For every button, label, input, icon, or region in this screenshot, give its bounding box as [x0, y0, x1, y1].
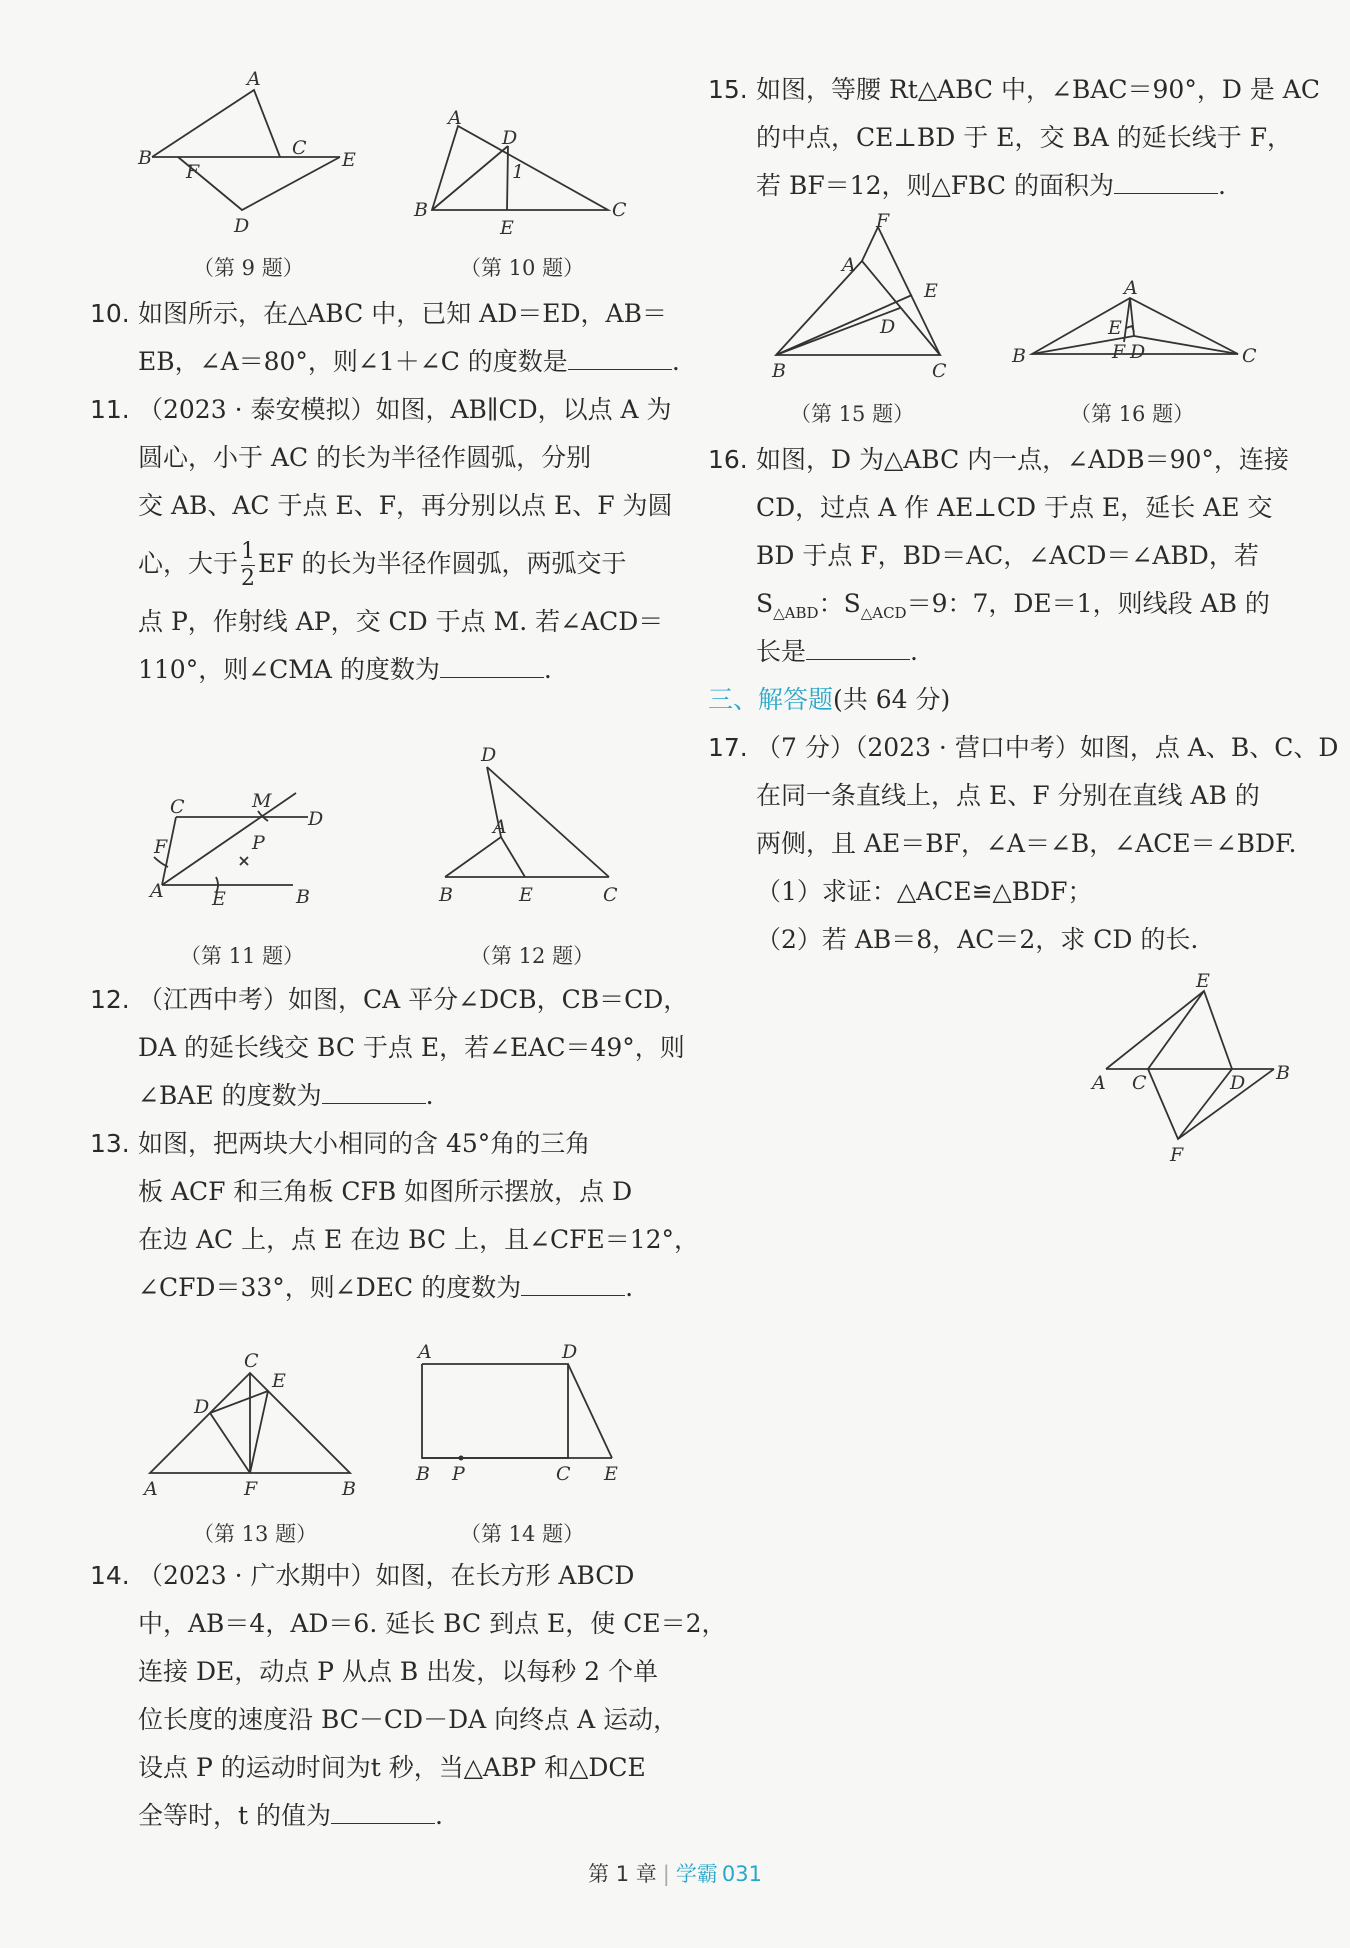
question-number: 16. [708, 445, 748, 474]
fig15-label-B: B [772, 360, 786, 382]
question-number: 14. [90, 1561, 130, 1590]
answer-blank[interactable] [806, 637, 910, 660]
q12-line-3-end: . [425, 1081, 434, 1110]
question-number: 11. [90, 395, 130, 424]
page-footer: 第 1 章 | 学霸 031 [588, 1862, 762, 1886]
fig12-label-D: D [481, 744, 497, 766]
answer-blank[interactable] [331, 1801, 435, 1824]
fig16-label-B: B [1012, 345, 1026, 367]
fig11-label-E: E [212, 888, 226, 910]
fig14-label-C: C [556, 1463, 571, 1485]
q16-line-5: 长是 [756, 637, 807, 666]
q11-line-4a: 心，大于 [138, 549, 239, 578]
fig15-label-E: E [924, 280, 938, 302]
fig13-label-D: D [194, 1396, 210, 1418]
q13-line-4-end: . [625, 1273, 634, 1302]
q15-line-3-end: . [1217, 171, 1226, 200]
question-number: 15. [708, 75, 748, 104]
fig13-label-B: B [342, 1478, 356, 1500]
q14-line-3: 连接 DE，动点 P 从点 B 出发，以每秒 2 个单 [138, 1657, 659, 1686]
q16-line-5-end: . [910, 637, 918, 666]
fig17-label-A: A [1092, 1072, 1106, 1094]
fig16-label-E: E [1108, 317, 1122, 339]
q13-line-3: 在边 AC 上，点 E 在边 BC 上，且∠CFE＝12°， [138, 1225, 700, 1254]
q17-line-3: 两侧，且 AE＝BF，∠A＝∠B，∠ACE＝∠BDF. [756, 829, 1297, 858]
question-number: 17. [708, 733, 748, 762]
q17-line-2: 在同一条直线上，点 E、F 分别在直线 AB 的 [756, 781, 1260, 810]
figure-17 [1090, 970, 1300, 1170]
fig13-label-A: A [144, 1478, 158, 1500]
footer-brand: 学霸 [675, 1862, 718, 1886]
q16-line-3: BD 于点 F，BD＝AC，∠ACD＝∠ABD，若 [756, 541, 1259, 570]
q16-area-sub1: △ABD [773, 604, 819, 622]
fig10-label-B: B [414, 199, 428, 221]
fig16-label-A: A [1124, 277, 1138, 299]
q10-line-1: 如图所示，在△ABC 中，已知 AD＝ED，AB＝ [138, 299, 667, 328]
fig13-label-E: E [272, 1370, 286, 1392]
fig10-label-E: E [500, 217, 514, 239]
q14-line-6-end: . [435, 1801, 443, 1830]
fig17-label-F: F [1170, 1144, 1184, 1166]
q10-line-2-end: . [671, 347, 680, 376]
fig9-label-A: A [247, 68, 261, 90]
q11-line-3: 交 AB、AC 于点 E、F，再分别以点 E、F 为圆 [138, 491, 673, 520]
figure-13 [140, 1345, 370, 1500]
fig11-label-A: A [150, 880, 164, 902]
q15-line-1: 如图，等腰 Rt△ABC 中，∠BAC＝90°，D 是 AC [756, 75, 1320, 104]
fig14-label-P: P [452, 1463, 465, 1485]
q13-line-2: 板 ACF 和三角板 CFB 如图所示摆放，点 D [138, 1177, 633, 1206]
fig13-label-F: F [244, 1478, 258, 1500]
q14-line-1: （2023 · 广水期中）如图，在长方形 ABCD [138, 1561, 635, 1590]
q16-line-4-end: ＝9：7，DE＝1，则线段 AB 的 [906, 589, 1270, 618]
fig9-label-E: E [342, 149, 356, 171]
answer-blank[interactable] [440, 655, 544, 678]
q16-area-sub2: △ACD [860, 604, 907, 622]
fig14-label-B: B [416, 1463, 430, 1485]
fig11-label-F: F [154, 836, 168, 858]
fig15-label-F: F [876, 210, 890, 232]
fig16-label-F: F [1112, 341, 1126, 363]
fig12-label-E: E [519, 884, 533, 906]
caption-fig10: （第 10 题） [460, 256, 585, 280]
fig10-label-A: A [448, 107, 462, 129]
fig9-label-C: C [292, 137, 307, 159]
q11-line-6-end: . [543, 655, 552, 684]
q13-line-1: 如图，把两块大小相同的含 45°角的三角 [138, 1129, 591, 1158]
q10-line-2: EB，∠A＝80°，则∠1＋∠C 的度数是 [138, 347, 568, 376]
answer-blank[interactable] [568, 347, 672, 370]
caption-fig16: （第 16 题） [1070, 402, 1195, 426]
fig12-label-C: C [603, 884, 618, 906]
fig9-label-B: B [138, 147, 152, 169]
q17-part-2: （2）若 AB＝8，AC＝2，求 CD 的长. [756, 925, 1199, 954]
fig11-label-D: D [308, 808, 324, 830]
q14-line-2: 中，AB＝4，AD＝6. 延长 BC 到点 E，使 CE＝2， [138, 1609, 727, 1638]
fig11-label-P: P [252, 832, 265, 854]
q16-line-2: CD，过点 A 作 AE⊥CD 于点 E，延长 AE 交 [756, 493, 1273, 522]
fig11-label-B: B [296, 886, 310, 908]
q14-line-6: 全等时，t 的值为 [138, 1801, 331, 1830]
fig10-label-C: C [612, 199, 627, 221]
fig17-label-C: C [1132, 1072, 1147, 1094]
footer-chapter: 第 1 章 [588, 1862, 657, 1886]
figure-11 [148, 785, 358, 915]
fig10-label-D: D [502, 127, 518, 149]
section-title: 三、解答题 [708, 685, 834, 714]
q16-line-1: 如图，D 为△ABC 内一点，∠ADB＝90°，连接 [756, 445, 1289, 474]
caption-fig12: （第 12 题） [470, 944, 595, 968]
caption-fig11: （第 11 题） [180, 944, 305, 968]
q14-line-4: 位长度的速度沿 BC－CD－DA 向终点 A 运动， [138, 1705, 679, 1734]
question-number: 13. [90, 1129, 130, 1158]
section-header [708, 676, 950, 724]
q11-line-1: （2023 · 泰安模拟）如图，AB∥CD，以点 A 为 [138, 395, 672, 424]
figure-16 [1008, 270, 1258, 370]
q16-area-s2: ：S [818, 589, 861, 618]
figure-12 [435, 745, 635, 915]
section-points: (共 64 分) [833, 685, 951, 714]
caption-fig13: （第 13 题） [193, 1522, 318, 1546]
q11-line-4b: EF 的长为半径作圆弧，两弧交于 [258, 549, 627, 578]
q15-line-2: 的中点，CE⊥BD 于 E，交 BA 的延长线于 F， [756, 123, 1293, 152]
q15-line-3: 若 BF＝12，则△FBC 的面积为 [756, 171, 1114, 200]
fig16-label-C: C [1242, 345, 1257, 367]
q11-line-2: 圆心，小于 AC 的长为半径作圆弧，分别 [138, 443, 592, 472]
caption-fig15: （第 15 题） [790, 402, 915, 426]
q12-line-1: （江西中考）如图，CA 平分∠DCB，CB＝CD， [138, 985, 689, 1014]
answer-blank[interactable] [521, 1273, 625, 1296]
fig13-label-C: C [244, 1350, 259, 1372]
q13-line-4: ∠CFD＝33°，则∠DEC 的度数为 [138, 1273, 522, 1302]
fig12-label-A: A [493, 816, 507, 838]
footer-page-number: 031 [721, 1862, 762, 1886]
q16-area-s1: S [756, 589, 774, 618]
fig11-label-C: C [170, 796, 185, 818]
q12-line-3: ∠BAE 的度数为 [138, 1081, 322, 1110]
fig9-label-F: F [186, 161, 200, 183]
answer-blank[interactable] [1114, 171, 1218, 194]
fig17-label-B: B [1276, 1062, 1290, 1084]
q17-line-1: （7 分）（2023 · 营口中考）如图，点 A、B、C、D [756, 733, 1339, 762]
fig12-label-B: B [439, 884, 453, 906]
fig16-label-D: D [1130, 341, 1146, 363]
answer-blank[interactable] [322, 1081, 426, 1104]
q14-line-5: 设点 P 的运动时间为t 秒，当△ABP 和△DCE [138, 1753, 646, 1782]
fig11-label-M: M [252, 790, 272, 812]
figure-9 [130, 70, 370, 240]
fig15-label-A: A [842, 254, 856, 276]
q17-part-1: （1）求证：△ACE≌△BDF； [756, 877, 1093, 906]
figure-15 [762, 210, 962, 390]
caption-fig9: （第 9 题） [193, 256, 304, 280]
q11-line-5: 点 P，作射线 AP，交 CD 于点 M. 若∠ACD＝ [138, 607, 664, 636]
fig14-label-D: D [562, 1341, 578, 1363]
question-number: 12. [90, 985, 130, 1014]
figure-14 [412, 1340, 632, 1490]
question-number: 10. [90, 299, 130, 328]
fig14-label-E: E [604, 1463, 618, 1485]
fig17-label-E: E [1196, 970, 1210, 992]
fig14-label-A: A [418, 1341, 432, 1363]
q12-line-2: DA 的延长线交 BC 于点 E，若∠EAC＝49°，则 [138, 1033, 685, 1062]
fig17-label-D: D [1230, 1072, 1246, 1094]
q11-line-6: 110°，则∠CMA 的度数为 [138, 655, 440, 684]
fraction-half: $\frac{1}{2}$ [241, 539, 256, 591]
fig9-label-D: D [234, 215, 250, 237]
caption-fig14: （第 14 题） [460, 1522, 585, 1546]
fig10-label-1: 1 [512, 161, 525, 183]
fig15-label-C: C [932, 360, 947, 382]
fig15-label-D: D [880, 316, 896, 338]
figure-10 [408, 107, 638, 240]
